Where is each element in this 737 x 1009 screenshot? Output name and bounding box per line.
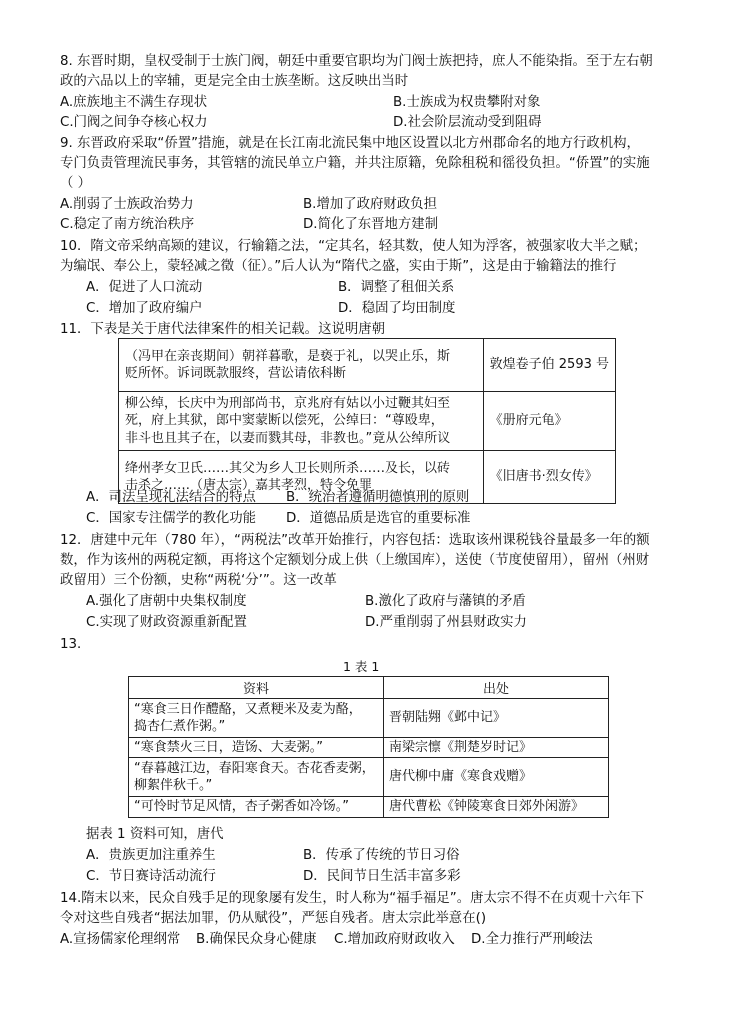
q13-table <box>128 676 609 818</box>
cell-text-line: “寒食三日作醴酪，又煮粳米及麦为酪， <box>134 701 362 717</box>
q14-stem-line-2: 令对这些自残者“据法加罪，仍从赋役”，严惩自残者。唐太宗此举意在() <box>60 911 487 926</box>
cell-text-line: 死，府上其狱，郎中窦蒙断以偿死，公绰曰：“尊殴卑， <box>125 413 444 429</box>
q10-option-c: C．增加了政府编户 <box>86 301 203 316</box>
q10-stem-line-2: 为编氓、奉公上，蒙轻减之徵（征）。”后人认为“隋代之盛，实由于斯”，这是由于输籍法的推行 <box>60 259 617 274</box>
q8-option-b: B.士族成为权贵攀附对象 <box>393 95 541 110</box>
q13-option-d: D．民间节日生活丰富多彩 <box>303 869 461 884</box>
q14-option-c: C.增加政府财政收入 <box>334 932 455 947</box>
table-row <box>129 758 609 797</box>
q14-stem-line-1: 14.隋末以来，民众自残手足的现象屡有发生，时人称为“福手福足”。唐太宗不得不在贞观十六年下 <box>60 891 645 906</box>
table-row <box>129 797 609 818</box>
table-cell-source: 《册府元龟》 <box>483 392 615 451</box>
q14-option-a: A.宣扬儒家伦理纲常 <box>60 932 181 947</box>
q12-option-c: C.实现了财政资源重新配置 <box>86 615 247 630</box>
table-cell-source: 南梁宗懔《荆楚岁时记》 <box>384 738 609 758</box>
q10-option-a: A．促进了人口流动 <box>86 280 203 295</box>
table-row <box>129 738 609 758</box>
q10-option-d: D．稳固了均田制度 <box>338 301 456 316</box>
cell-text-line: （冯甲在亲丧期间）朝祥暮歌，是亵于礼，以哭止乐，斯 <box>125 348 451 364</box>
q8-option-c: C.门阀之间争夺核心权力 <box>60 115 208 130</box>
q11-option-d: D．道德品质是选官的重要标准 <box>286 511 471 526</box>
table-row <box>119 339 616 392</box>
cell-text-line: 贬所怀。诉词既款服终，营讼请依科断 <box>125 366 347 381</box>
q8-stem-line-1: 8. 东晋时期，皇权受制于士族门阀，朝廷中重要官职均为门阀士族把持，庶人不能染指。至于左右朝 <box>60 54 653 69</box>
cell-text-line: 柳公绰，长庆中为刑部尚书，京兆府有姑以小过鞭其妇至 <box>125 395 451 411</box>
table-row <box>129 699 609 738</box>
q9-option-b: B.增加了政府财政负担 <box>303 197 437 212</box>
q8-option-d: D.社会阶层流动受到阻碍 <box>393 115 542 130</box>
q14-option-b: B.确保民众身心健康 <box>196 932 317 947</box>
q9-stem-line-1: 9. 东晋政府采取“侨置”措施，就是在长江南北流民集中地区设置以北方州郡命名的地方行政机构， <box>60 136 640 151</box>
header-source: 出处 <box>384 677 609 699</box>
q9-option-a: A.削弱了士族政治势力 <box>60 197 194 212</box>
table-cell-content <box>119 392 484 451</box>
cell-text-line: 绛州孝女卫氏……其父为乡人卫长则所杀……及长，以砖 <box>125 460 451 476</box>
table-cell-content <box>119 339 484 392</box>
q11-option-b: B．统治者遵循明德慎刑的原则 <box>286 490 470 505</box>
q11-table <box>118 338 616 504</box>
q13-stem: 据表 1 资料可知，唐代 <box>86 827 224 842</box>
cell-text-line: “春暮越江边，春阳寒食天。杏花香麦粥， <box>134 760 375 776</box>
q13-option-b: B．传承了传统的节日习俗 <box>303 848 460 863</box>
q8-stem-line-2: 政的六品以上的宰辅，更是完全由士族垄断。这反映出当时 <box>60 74 409 89</box>
q13-number: 13． <box>60 637 91 652</box>
table-cell-source: 敦煌卷子伯 2593 号 <box>483 339 615 392</box>
q12-option-d: D.严重削弱了州县财政实力 <box>365 615 527 630</box>
q14-option-d: D.全力推行严刑峻法 <box>471 932 593 947</box>
table-cell-material: “可怜时节足风情，杏子粥香如冷饧。” <box>129 797 384 818</box>
q10-stem-line-1: 10．隋文帝采纳高颎的建议，行输籍之法，“定其名，轻其数，使人知为浮客，被强家收大半之赋； <box>60 239 647 254</box>
cell-text-line: 捣杏仁煮作粥。” <box>134 719 226 734</box>
q9-stem-line-3: （ ） <box>60 176 92 191</box>
table-cell-material <box>129 758 384 797</box>
table-cell-source: 唐代柳中庸《寒食戏赠》 <box>384 758 609 797</box>
q12-stem-line-3: 政留用）三个份额，史称“两税‘分’”。这一改革 <box>60 573 337 588</box>
q9-option-d: D.简化了东晋地方建制 <box>303 217 439 232</box>
q11-stem: 11．下表是关于唐代法律案件的相关记载。这说明唐朝 <box>60 322 386 337</box>
q12-option-a: A.强化了唐朝中央集权制度 <box>86 594 247 609</box>
q13-option-a: A．贵族更加注重养生 <box>86 848 216 863</box>
cell-text-line: 击杀之……（唐太宗）嘉其孝烈，特令免罪 <box>125 478 373 493</box>
cell-text-line: 柳絮伴秋千。” <box>134 778 213 793</box>
table-header-row <box>129 677 609 699</box>
q9-option-c: C.稳定了南方统治秩序 <box>60 217 195 232</box>
q8-option-a: A.庶族地主不满生存现状 <box>60 95 208 110</box>
q12-stem-line-2: 数，作为该州的两税定额，再将这个定额划分成上供（上缴国库），送使（节度使留用），留州（州财 <box>60 553 650 568</box>
q10-option-b: B．调整了租佃关系 <box>338 280 455 295</box>
header-material: 资料 <box>129 677 384 699</box>
table-caption: 1 表 1 <box>343 659 380 674</box>
table-cell-source: 唐代曹松《钟陵寒食日郊外闲游》 <box>384 797 609 818</box>
table-cell-source: 晋朝陆翙《邺中记》 <box>384 699 609 738</box>
table-cell-material <box>129 699 384 738</box>
q11-option-a: A．司法呈现礼法结合的特点 <box>86 490 256 505</box>
table-cell-material: “寒食禁火三日，造饧、大麦粥。” <box>129 738 384 758</box>
table-cell-source: 《旧唐书·烈女传》 <box>483 451 615 504</box>
q12-option-b: B.激化了政府与藩镇的矛盾 <box>365 594 526 609</box>
q11-option-c: C．国家专注儒学的教化功能 <box>86 511 257 526</box>
q12-stem-line-1: 12．唐建中元年（780 年），“两税法”改革开始推行，内容包括：选取该州课税钱谷量最多一年的额 <box>60 533 650 548</box>
cell-text-line: 非斗也且其子在，以妻而戮其母，非教也。”竟从公绰所议 <box>125 430 451 446</box>
q13-option-c: C．节日赛诗活动流行 <box>86 869 216 884</box>
q9-stem-line-2: 专门负责管理流民事务，其管辖的流民单立户籍，并共注原籍，免除租税和徭役负担。“侨置”的实施 <box>60 156 650 171</box>
table-row <box>119 392 616 451</box>
